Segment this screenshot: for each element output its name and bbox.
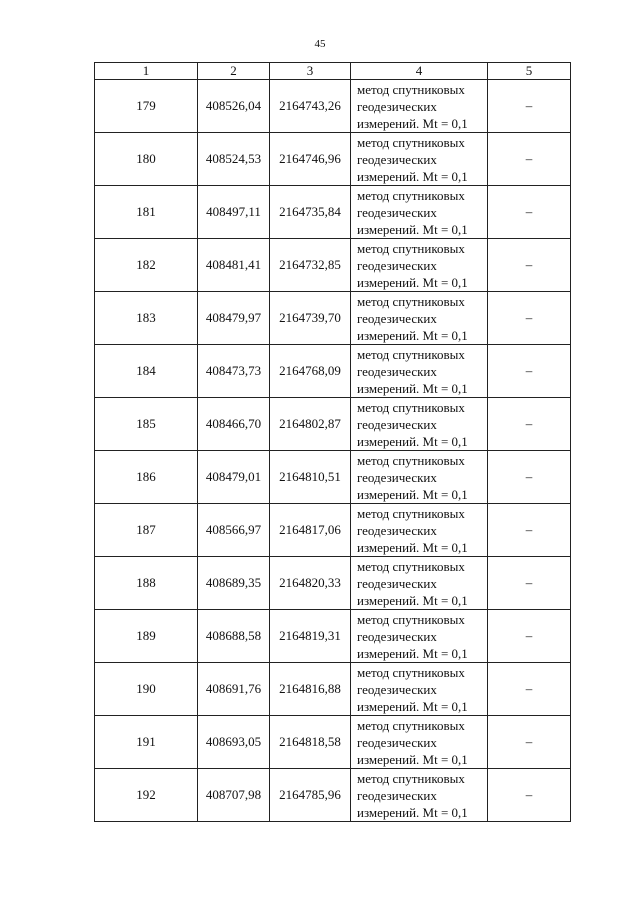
method-line: измерений. Mt = 0,1 [357, 380, 468, 396]
x-coordinate-cell: 408479,01 [198, 451, 270, 504]
table-row [95, 80, 571, 133]
method-line: метод спутниковых [357, 558, 465, 574]
method-cell [351, 451, 488, 504]
method-line: измерений. Mt = 0,1 [357, 698, 468, 714]
y-coordinate-cell: 2164820,33 [270, 557, 351, 610]
method-cell [351, 716, 488, 769]
method-line: метод спутниковых [357, 187, 465, 203]
method-line: измерений. Mt = 0,1 [357, 115, 468, 131]
table-body [95, 80, 571, 822]
table-row [95, 610, 571, 663]
method-line: измерений. Mt = 0,1 [357, 804, 468, 820]
table-row [95, 504, 571, 557]
method-line: измерений. Mt = 0,1 [357, 168, 468, 184]
note-cell: – [488, 345, 571, 398]
x-coordinate-cell: 408688,58 [198, 610, 270, 663]
y-coordinate-cell: 2164739,70 [270, 292, 351, 345]
y-coordinate-cell: 2164816,88 [270, 663, 351, 716]
note-cell: – [488, 716, 571, 769]
table-row [95, 716, 571, 769]
method-line: геодезических [357, 98, 437, 114]
method-cell [351, 292, 488, 345]
header-col-2: 2 [198, 63, 270, 80]
note-cell: – [488, 186, 571, 239]
note-cell: – [488, 610, 571, 663]
y-coordinate-cell: 2164732,85 [270, 239, 351, 292]
table-row [95, 133, 571, 186]
method-line: геодезических [357, 151, 437, 167]
method-line: метод спутниковых [357, 293, 465, 309]
method-line: измерений. Mt = 0,1 [357, 645, 468, 661]
x-coordinate-cell: 408689,35 [198, 557, 270, 610]
method-line: геодезических [357, 787, 437, 803]
method-cell [351, 345, 488, 398]
y-coordinate-cell: 2164735,84 [270, 186, 351, 239]
y-coordinate-cell: 2164817,06 [270, 504, 351, 557]
y-coordinate-cell: 2164802,87 [270, 398, 351, 451]
header-row [95, 63, 571, 80]
method-line: метод спутниковых [357, 770, 465, 786]
table-row [95, 239, 571, 292]
point-number-cell: 184 [95, 345, 198, 398]
method-line: метод спутниковых [357, 664, 465, 680]
note-cell: – [488, 557, 571, 610]
note-cell: – [488, 663, 571, 716]
method-line: геодезических [357, 257, 437, 273]
method-line: метод спутниковых [357, 717, 465, 733]
method-cell [351, 610, 488, 663]
method-line: геодезических [357, 734, 437, 750]
y-coordinate-cell: 2164746,96 [270, 133, 351, 186]
method-cell [351, 769, 488, 822]
y-coordinate-cell: 2164768,09 [270, 345, 351, 398]
method-cell [351, 239, 488, 292]
note-cell: – [488, 451, 571, 504]
y-coordinate-cell: 2164785,96 [270, 769, 351, 822]
table-row [95, 345, 571, 398]
method-cell [351, 186, 488, 239]
table-row [95, 663, 571, 716]
x-coordinate-cell: 408481,41 [198, 239, 270, 292]
note-cell: – [488, 239, 571, 292]
x-coordinate-cell: 408526,04 [198, 80, 270, 133]
method-line: метод спутниковых [357, 611, 465, 627]
page-number: 45 [314, 38, 326, 50]
method-line: геодезических [357, 416, 437, 432]
x-coordinate-cell: 408707,98 [198, 769, 270, 822]
method-cell [351, 133, 488, 186]
method-line: метод спутниковых [357, 134, 465, 150]
method-line: измерений. Mt = 0,1 [357, 327, 468, 343]
point-number-cell: 185 [95, 398, 198, 451]
point-number-cell: 189 [95, 610, 198, 663]
method-line: геодезических [357, 363, 437, 379]
note-cell: – [488, 292, 571, 345]
coordinates-table [94, 62, 571, 822]
method-cell [351, 398, 488, 451]
x-coordinate-cell: 408466,70 [198, 398, 270, 451]
method-line: измерений. Mt = 0,1 [357, 433, 468, 449]
x-coordinate-cell: 408479,97 [198, 292, 270, 345]
method-line: геодезических [357, 469, 437, 485]
point-number-cell: 182 [95, 239, 198, 292]
method-cell [351, 504, 488, 557]
table-row [95, 557, 571, 610]
method-line: геодезических [357, 575, 437, 591]
point-number-cell: 183 [95, 292, 198, 345]
method-line: геодезических [357, 204, 437, 220]
method-line: измерений. Mt = 0,1 [357, 751, 468, 767]
point-number-cell: 186 [95, 451, 198, 504]
table-row [95, 769, 571, 822]
method-cell [351, 80, 488, 133]
x-coordinate-cell: 408524,53 [198, 133, 270, 186]
x-coordinate-cell: 408693,05 [198, 716, 270, 769]
method-cell [351, 557, 488, 610]
table-row [95, 451, 571, 504]
x-coordinate-cell: 408566,97 [198, 504, 270, 557]
x-coordinate-cell: 408473,73 [198, 345, 270, 398]
table-row [95, 292, 571, 345]
method-line: измерений. Mt = 0,1 [357, 486, 468, 502]
header-col-5: 5 [488, 63, 571, 80]
method-line: измерений. Mt = 0,1 [357, 221, 468, 237]
x-coordinate-cell: 408691,76 [198, 663, 270, 716]
header-col-4: 4 [351, 63, 488, 80]
note-cell: – [488, 133, 571, 186]
method-line: геодезических [357, 522, 437, 538]
method-line: метод спутниковых [357, 81, 465, 97]
header-col-1: 1 [95, 63, 198, 80]
point-number-cell: 180 [95, 133, 198, 186]
point-number-cell: 179 [95, 80, 198, 133]
point-number-cell: 190 [95, 663, 198, 716]
note-cell: – [488, 80, 571, 133]
method-line: метод спутниковых [357, 346, 465, 362]
point-number-cell: 187 [95, 504, 198, 557]
table-row [95, 398, 571, 451]
method-line: измерений. Mt = 0,1 [357, 274, 468, 290]
y-coordinate-cell: 2164818,58 [270, 716, 351, 769]
note-cell: – [488, 504, 571, 557]
y-coordinate-cell: 2164819,31 [270, 610, 351, 663]
method-line: метод спутниковых [357, 452, 465, 468]
method-line: измерений. Mt = 0,1 [357, 539, 468, 555]
point-number-cell: 192 [95, 769, 198, 822]
y-coordinate-cell: 2164810,51 [270, 451, 351, 504]
method-line: геодезических [357, 310, 437, 326]
method-line: метод спутниковых [357, 399, 465, 415]
method-line: метод спутниковых [357, 505, 465, 521]
method-line: геодезических [357, 681, 437, 697]
note-cell: – [488, 398, 571, 451]
method-line: метод спутниковых [357, 240, 465, 256]
y-coordinate-cell: 2164743,26 [270, 80, 351, 133]
point-number-cell: 181 [95, 186, 198, 239]
header-col-3: 3 [270, 63, 351, 80]
point-number-cell: 191 [95, 716, 198, 769]
note-cell: – [488, 769, 571, 822]
x-coordinate-cell: 408497,11 [198, 186, 270, 239]
method-cell [351, 663, 488, 716]
table-header [95, 63, 571, 80]
table-row [95, 186, 571, 239]
point-number-cell: 188 [95, 557, 198, 610]
method-line: геодезических [357, 628, 437, 644]
method-line: измерений. Mt = 0,1 [357, 592, 468, 608]
